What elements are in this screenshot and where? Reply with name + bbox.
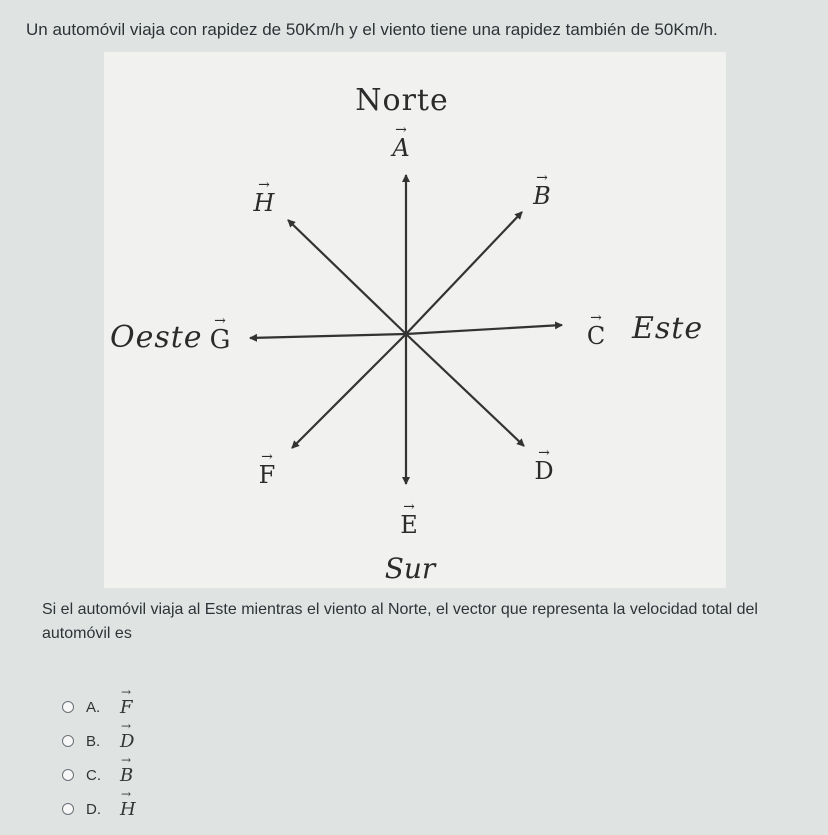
vector-e-label: [400, 499, 418, 539]
option-b-letter: B.: [86, 732, 101, 750]
vector-a-label: [390, 122, 409, 162]
option-b-radio[interactable]: [62, 735, 74, 747]
vector-d-label: [534, 445, 553, 485]
svg-text:H: H: [253, 189, 275, 217]
option-d[interactable]: [62, 792, 136, 826]
vector-c-arrow: [406, 325, 562, 334]
vector-f-label: [259, 449, 276, 489]
vector-h-label: [253, 177, 276, 217]
option-d-radio[interactable]: [62, 803, 74, 815]
svg-text:→: →: [395, 122, 407, 138]
option-d-vector: → H: [120, 799, 136, 820]
svg-text:D: D: [534, 457, 554, 485]
svg-text:B: B: [533, 182, 551, 210]
vector-d-arrow: [406, 334, 524, 446]
vector-c-label: [587, 310, 605, 350]
option-a-vector: → F: [120, 697, 133, 718]
option-c-radio[interactable]: [62, 769, 74, 781]
svg-text:G: G: [209, 325, 231, 355]
svg-text:→: →: [403, 499, 415, 515]
svg-text:E: E: [400, 511, 418, 539]
svg-text:A: A: [392, 134, 410, 162]
svg-text:→: →: [538, 445, 550, 461]
question-text: Un automóvil viaja con rapidez de 50Km/h y el viento tiene una rapidez también de 50Km/h.: [26, 20, 718, 39]
question-prompt: Si el automóvil viaja al Este mientras el viento al Norte, el vector que representa la velocidad total del automóvil es: [42, 601, 758, 642]
option-c-vector: → B: [120, 765, 133, 786]
vector-g-arrow: [250, 334, 406, 338]
svg-text:→: →: [261, 449, 273, 465]
svg-text:→: →: [258, 177, 270, 193]
answer-options: [62, 690, 136, 826]
option-a-radio[interactable]: [62, 701, 74, 713]
west-label: Oeste: [110, 320, 203, 355]
option-d-letter: D.: [86, 800, 101, 818]
svg-text:→: →: [214, 313, 226, 329]
option-c-letter: C.: [86, 766, 101, 784]
compass-vector-svg: [104, 52, 726, 588]
vector-f-arrow: [292, 334, 406, 448]
vector-b-label: [532, 170, 551, 210]
svg-text:F: F: [258, 461, 276, 489]
option-b-vector: → D: [120, 731, 134, 752]
vector-h-arrow: [288, 220, 406, 334]
south-label: Sur: [384, 552, 436, 585]
vector-diagram: [104, 52, 726, 588]
svg-text:→: →: [536, 170, 548, 186]
north-label: Norte: [355, 83, 449, 118]
vector-b-arrow: [406, 212, 522, 334]
option-a-letter: A.: [86, 698, 101, 716]
svg-text:C: C: [586, 322, 606, 350]
svg-text:→: →: [590, 310, 602, 326]
east-label: Este: [632, 311, 704, 346]
vector-g-label: [210, 313, 231, 355]
